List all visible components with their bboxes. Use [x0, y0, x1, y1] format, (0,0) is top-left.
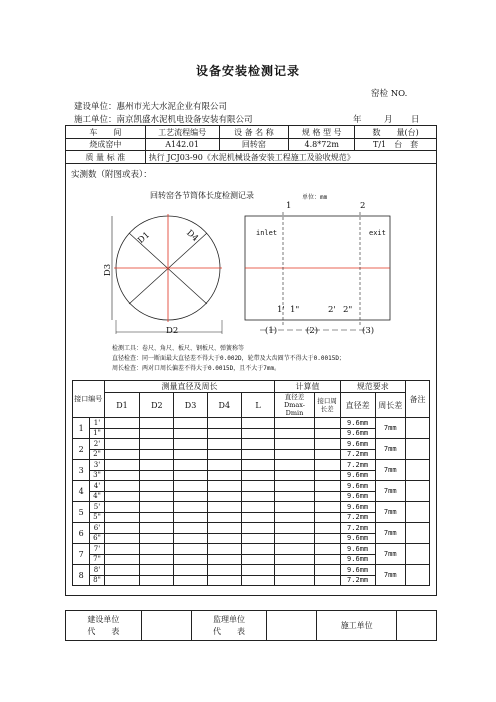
measure-cell[interactable]: [207, 533, 241, 544]
d4-label: D4: [184, 228, 201, 244]
measure-cell[interactable]: [140, 491, 174, 502]
remark-cell[interactable]: [405, 481, 429, 502]
interface-no: 4: [73, 481, 90, 502]
spec-circ-value: 7mm: [375, 481, 405, 502]
measure-cell[interactable]: [174, 554, 208, 565]
measure-cell[interactable]: [207, 460, 241, 471]
circ-diff-cell[interactable]: [314, 470, 340, 481]
interface-no: 2: [73, 439, 90, 460]
note-diameter: 直径检查：同一断面最大直径差不得大于0.002D，轮带及大齿圈节不得大于0.0015D；: [112, 355, 345, 362]
remark-cell[interactable]: [405, 439, 429, 460]
circ-diff-cell[interactable]: [314, 491, 340, 502]
spec-dia-value: 9.6mm: [340, 439, 375, 450]
spec-circ-value: 7mm: [375, 460, 405, 481]
table-row: [73, 544, 430, 555]
remark-cell[interactable]: [405, 523, 429, 544]
measure-cell[interactable]: [174, 491, 208, 502]
dia-diff-cell[interactable]: [275, 512, 314, 523]
spec-dia-value: 9.6mm: [340, 470, 375, 481]
spec-model-header: 规 格 型 号: [289, 126, 355, 139]
measure-cell[interactable]: [207, 512, 241, 523]
page-title: 设备安装检测记录: [195, 64, 300, 78]
client-rep-line-1: 建设单位: [87, 614, 120, 624]
measure-cell[interactable]: [174, 460, 208, 471]
measure-cell[interactable]: [241, 428, 275, 439]
measure-cell[interactable]: [241, 523, 275, 534]
circ-diff-cell[interactable]: [314, 460, 340, 471]
contractor-line: 施工单位：南京凯盛水泥机电设备安装有限公司: [74, 115, 253, 125]
measure-cell[interactable]: [140, 533, 174, 544]
circ-diff-cell[interactable]: [314, 512, 340, 523]
mark-label: 3": [90, 470, 104, 481]
col-d2: D2: [140, 393, 174, 418]
mark-label: 7": [90, 554, 104, 565]
client-rep-cell: [66, 611, 142, 641]
mark-label: 6": [90, 533, 104, 544]
col-circ-diff: 接口周长差: [314, 393, 340, 418]
measure-cell[interactable]: [140, 523, 174, 534]
supervisor-rep-line-1: 监理单位: [213, 614, 246, 624]
mark-label: 5': [90, 502, 104, 513]
mark-label: 3': [90, 460, 104, 471]
measure-cell[interactable]: [104, 533, 140, 544]
measure-cell[interactable]: [104, 491, 140, 502]
date-month: 月: [384, 115, 393, 125]
measure-cell[interactable]: [104, 502, 140, 513]
measure-cell[interactable]: [140, 470, 174, 481]
note-circumference: 周长检查：两对口周长偏差不得大于0.0015D，且不大于7mm。: [112, 365, 281, 372]
d2-label: D2: [166, 326, 179, 336]
measure-cell[interactable]: [174, 439, 208, 450]
measure-cell[interactable]: [241, 418, 275, 429]
mark-2-prime: 2': [328, 305, 336, 315]
spec-dia-value: 9.6mm: [340, 491, 375, 502]
kiln-diagram: [100, 200, 400, 340]
diagram-title: 回转窑各节筒体长度检测记录: [150, 191, 254, 200]
measure-cell[interactable]: [207, 439, 241, 450]
circ-diff-cell[interactable]: [314, 533, 340, 544]
dia-diff-cell[interactable]: [275, 502, 314, 513]
interface-no: 7: [73, 544, 90, 565]
measure-cell[interactable]: [140, 428, 174, 439]
exit-label: exit: [369, 229, 386, 237]
dia-diff-cell[interactable]: [275, 460, 314, 471]
dia-diff-cell[interactable]: [275, 481, 314, 492]
interface-no: 1: [73, 418, 90, 439]
dia-diff-cell[interactable]: [275, 523, 314, 534]
spec-dia-value: 9.6mm: [340, 544, 375, 555]
measure-cell[interactable]: [241, 449, 275, 460]
dia-diff-cell[interactable]: [275, 439, 314, 450]
dia-diff-cell[interactable]: [275, 544, 314, 555]
measure-cell[interactable]: [241, 481, 275, 492]
dia-diff-cell[interactable]: [275, 491, 314, 502]
remark-cell[interactable]: [405, 460, 429, 481]
col-d4: D4: [207, 393, 241, 418]
diagram-label-1: 1: [286, 201, 292, 211]
measure-cell[interactable]: [140, 449, 174, 460]
table-row: [73, 481, 430, 492]
record-no-label: 窑检 NO.: [371, 89, 408, 99]
measure-cell[interactable]: [207, 575, 241, 586]
col-spec-dia: 直径差: [340, 393, 375, 418]
measure-cell[interactable]: [174, 575, 208, 586]
circ-diff-cell[interactable]: [314, 428, 340, 439]
spec-circ-value: 7mm: [375, 439, 405, 460]
note-tools: 检测工具：卷尺、角尺、板尺、钢板尺、弹簧称等: [112, 345, 245, 352]
measured-label: 实测数（附图或表）：: [71, 170, 152, 180]
measure-cell[interactable]: [174, 502, 208, 513]
spec-dia-value: 9.6mm: [340, 533, 375, 544]
supervisor-rep-cell: [191, 611, 267, 641]
client-rep-sign[interactable]: [141, 611, 191, 641]
mark-label: 4": [90, 491, 104, 502]
remark-cell[interactable]: [405, 544, 429, 565]
measure-cell[interactable]: [140, 565, 174, 576]
mark-label: 6': [90, 523, 104, 534]
measure-cell[interactable]: [104, 428, 140, 439]
mark-1-double-prime: 1": [290, 305, 300, 315]
signature-table: [65, 610, 437, 641]
measure-cell[interactable]: [104, 512, 140, 523]
equipment-info-table: [65, 125, 437, 164]
spec-dia-value: 7.2mm: [340, 575, 375, 586]
quantity-value: T/1 台 套: [355, 139, 437, 151]
measure-cell[interactable]: [140, 512, 174, 523]
circ-diff-cell[interactable]: [314, 554, 340, 565]
measure-cell[interactable]: [174, 523, 208, 534]
interface-no: 8: [73, 565, 90, 586]
inlet-label: inlet: [256, 229, 278, 237]
dia-diff-cell[interactable]: [275, 554, 314, 565]
measure-cell[interactable]: [207, 565, 241, 576]
measure-cell[interactable]: [207, 428, 241, 439]
quality-std-label: 质 量 标 准: [66, 151, 146, 164]
spec-dia-value: 9.6mm: [340, 428, 375, 439]
segment-2-label: (2): [306, 326, 319, 336]
circ-diff-cell[interactable]: [314, 502, 340, 513]
workshop-header: 车 间: [66, 126, 146, 139]
measure-cell[interactable]: [207, 481, 241, 492]
mark-2-double-prime: 2": [343, 305, 353, 315]
measure-cell[interactable]: [207, 418, 241, 429]
circ-diff-cell[interactable]: [314, 439, 340, 450]
measure-cell[interactable]: [174, 544, 208, 555]
measure-cell[interactable]: [174, 512, 208, 523]
measure-cell[interactable]: [104, 565, 140, 576]
supervisor-rep-line-2: 代 表: [213, 626, 246, 636]
measure-cell[interactable]: [140, 554, 174, 565]
spec-dia-value: 9.6mm: [340, 481, 375, 492]
circ-diff-cell[interactable]: [314, 523, 340, 534]
dia-diff-cell[interactable]: [275, 533, 314, 544]
measure-cell[interactable]: [241, 544, 275, 555]
measure-cell[interactable]: [174, 565, 208, 576]
circ-diff-cell[interactable]: [314, 565, 340, 576]
spec-dia-value: 7.2mm: [340, 449, 375, 460]
diagram-label-2: 2: [360, 201, 366, 211]
dia-diff-cell[interactable]: [275, 575, 314, 586]
diagram-unit: 单位：mm: [302, 194, 328, 201]
col-spec-circ: 周长差: [375, 393, 405, 418]
table-row: [73, 565, 430, 576]
segment-1-label: (1): [265, 326, 278, 336]
measure-cell[interactable]: [104, 418, 140, 429]
measured-group-header: 测量直径及周长: [104, 381, 275, 393]
measure-cell[interactable]: [104, 470, 140, 481]
measure-cell[interactable]: [140, 460, 174, 471]
circ-diff-cell[interactable]: [314, 575, 340, 586]
circ-diff-cell[interactable]: [314, 418, 340, 429]
dia-diff-cell[interactable]: [275, 418, 314, 429]
measure-cell[interactable]: [207, 491, 241, 502]
spec-circ-value: 7mm: [375, 565, 405, 586]
measure-cell[interactable]: [207, 470, 241, 481]
equipment-name-header: 设 备 名 称: [219, 126, 289, 139]
mark-label: 7': [90, 544, 104, 555]
measure-cell[interactable]: [241, 565, 275, 576]
remark-cell[interactable]: [405, 565, 429, 586]
spec-dia-value: 7.2mm: [340, 460, 375, 471]
contractor-sign[interactable]: [397, 611, 437, 641]
spec-dia-value: 9.6mm: [340, 418, 375, 429]
table-row: [73, 523, 430, 534]
measure-cell[interactable]: [174, 481, 208, 492]
segment-3-label: (3): [362, 326, 375, 336]
quality-std-value: 执行 JCJ03-90《水泥机械设备安装工程施工及验收规范》: [145, 151, 436, 164]
measure-cell[interactable]: [140, 439, 174, 450]
spec-circ-value: 7mm: [375, 523, 405, 544]
measure-cell[interactable]: [241, 491, 275, 502]
interface-no: 6: [73, 523, 90, 544]
col-d3: D3: [174, 393, 208, 418]
measure-cell[interactable]: [140, 544, 174, 555]
measure-cell[interactable]: [241, 439, 275, 450]
interface-no: 5: [73, 502, 90, 523]
contractor-cell: 施工单位: [317, 611, 397, 641]
dia-diff-cell[interactable]: [275, 565, 314, 576]
mark-label: 1": [90, 428, 104, 439]
col-l: L: [241, 393, 275, 418]
equipment-name-value: 回转窑: [219, 139, 289, 151]
calc-group-header: 计算值: [275, 381, 340, 393]
spec-circ-value: 7mm: [375, 502, 405, 523]
measure-cell[interactable]: [174, 428, 208, 439]
process-no-header: 工艺流程编号: [145, 126, 219, 139]
workshop-value: 烧成窑中: [66, 139, 146, 151]
measure-cell[interactable]: [207, 502, 241, 513]
measure-cell[interactable]: [174, 418, 208, 429]
d3-label: D3: [103, 263, 114, 277]
measure-cell[interactable]: [140, 481, 174, 492]
measure-cell[interactable]: [241, 512, 275, 523]
spec-circ-value: 7mm: [375, 418, 405, 439]
dia-diff-cell[interactable]: [275, 428, 314, 439]
date-day: 日: [411, 115, 420, 125]
table-row: [73, 460, 430, 471]
measure-cell[interactable]: [104, 481, 140, 492]
measure-cell[interactable]: [207, 449, 241, 460]
spec-dia-value: 7.2mm: [340, 523, 375, 534]
mark-1-prime: 1': [277, 305, 285, 315]
measure-cell[interactable]: [174, 533, 208, 544]
measure-cell[interactable]: [241, 533, 275, 544]
circ-diff-cell[interactable]: [314, 544, 340, 555]
spec-dia-value: 9.6mm: [340, 565, 375, 576]
client-line: 建设单位：惠州市光大水泥企业有限公司: [74, 102, 228, 112]
quantity-header: 数 量(台): [355, 126, 437, 139]
dia-diff-cell[interactable]: [275, 470, 314, 481]
measure-cell[interactable]: [104, 449, 140, 460]
mark-label: 8': [90, 565, 104, 576]
circ-diff-cell[interactable]: [314, 481, 340, 492]
measure-cell[interactable]: [104, 554, 140, 565]
measure-cell[interactable]: [174, 449, 208, 460]
measure-cell[interactable]: [241, 575, 275, 586]
mark-label: 2': [90, 439, 104, 450]
spec-circ-value: 7mm: [375, 544, 405, 565]
remark-cell[interactable]: [405, 418, 429, 439]
spec-group-header: 规范要求: [340, 381, 405, 393]
interface-no: 3: [73, 460, 90, 481]
circ-diff-cell[interactable]: [314, 449, 340, 460]
measure-cell[interactable]: [140, 418, 174, 429]
measure-cell[interactable]: [207, 544, 241, 555]
process-no-value: A142.01: [145, 139, 219, 151]
measure-cell[interactable]: [241, 460, 275, 471]
measure-cell[interactable]: [140, 502, 174, 513]
measure-cell[interactable]: [104, 439, 140, 450]
remark-cell[interactable]: [405, 502, 429, 523]
mark-label: 5": [90, 512, 104, 523]
measure-cell[interactable]: [241, 502, 275, 513]
measure-cell[interactable]: [104, 544, 140, 555]
d1-label: D1: [136, 230, 153, 246]
spec-dia-value: 9.6mm: [340, 502, 375, 513]
measure-cell[interactable]: [207, 554, 241, 565]
measure-cell[interactable]: [241, 470, 275, 481]
mark-label: 4': [90, 481, 104, 492]
client-rep-line-2: 代 表: [87, 626, 120, 636]
col-d1: D1: [104, 393, 140, 418]
col-dia-diff: 直径差Dmax-Dmin: [275, 393, 314, 418]
measurement-table: [72, 380, 430, 586]
dia-diff-cell[interactable]: [275, 449, 314, 460]
date-year: 年: [353, 115, 362, 125]
table-row: [73, 418, 430, 429]
table-row: [73, 502, 430, 513]
mark-label: 2": [90, 449, 104, 460]
spec-dia-value: 7.2mm: [340, 512, 375, 523]
measure-cell[interactable]: [104, 575, 140, 586]
measure-cell[interactable]: [174, 470, 208, 481]
measure-cell[interactable]: [104, 523, 140, 534]
remark-header: 备注: [405, 381, 429, 418]
spec-model-value: 4.8*72m: [289, 139, 355, 151]
spec-dia-value: 9.6mm: [340, 554, 375, 565]
interface-no-header: 接口编号: [73, 381, 105, 418]
table-row: [73, 439, 430, 450]
measure-cell[interactable]: [104, 460, 140, 471]
mark-label: 8": [90, 575, 104, 586]
mark-label: 1': [90, 418, 104, 429]
measure-cell[interactable]: [241, 554, 275, 565]
supervisor-rep-sign[interactable]: [267, 611, 317, 641]
measure-cell[interactable]: [207, 523, 241, 534]
measure-cell[interactable]: [140, 575, 174, 586]
